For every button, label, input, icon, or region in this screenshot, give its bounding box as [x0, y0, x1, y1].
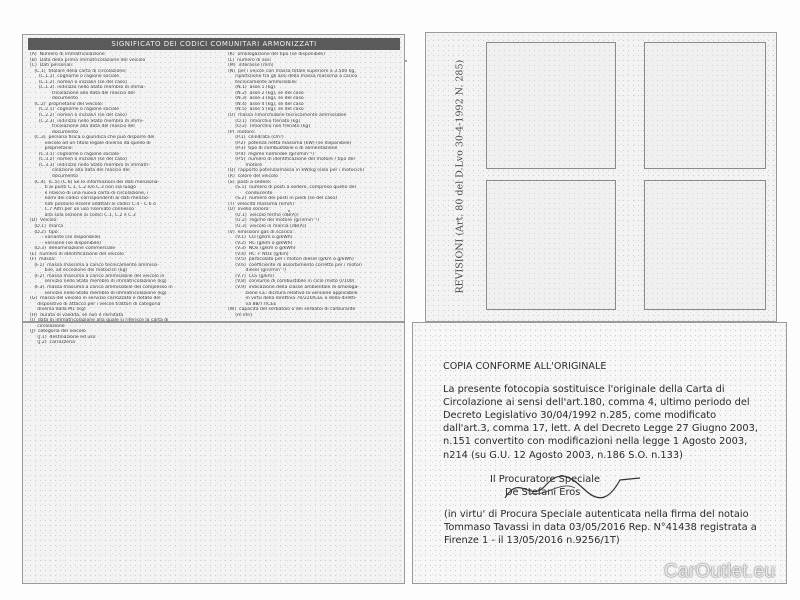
code-line: (N.4) asse 4 (kg), se del caso	[228, 101, 304, 107]
revisions-grid	[486, 42, 766, 310]
code-line: nomi dei codici corrispondenti ai dati menzio-	[30, 196, 150, 202]
code-line: (E) numero di identificazione del veicolo	[30, 251, 124, 257]
code-line: (U.1) veicolo fermo (dB(A))	[228, 212, 299, 218]
code-line: (H) durata di validità, se non è illimitata	[30, 312, 124, 318]
code-line: (N) per i veicoli con massa totale superiore a 3.500 kg,	[228, 68, 356, 74]
code-line: conducente	[228, 190, 273, 196]
code-line: (C.1.1) cognome o ragione sociale	[30, 74, 120, 80]
code-line: (F.2) massa massima a carico ammissibile del veicolo in	[30, 273, 165, 279]
code-line: (C.2) proprietario del veicolo:	[30, 101, 104, 107]
code-line: circolazione	[30, 323, 65, 329]
code-line: (B) Data della prima immatricolazione del veicolo	[30, 57, 146, 63]
code-line: (N.1) asse 1 (kg)	[228, 85, 276, 91]
code-line: documento	[30, 174, 78, 180]
caroutlet-watermark: CarOutlet.eu	[664, 561, 776, 582]
code-line: ripartizione tra gli assi della massa massima a carico	[228, 74, 358, 80]
code-line: (N.5) asse 5 (kg), se del caso	[228, 107, 304, 113]
scan-speck	[405, 60, 407, 62]
revision-box	[644, 180, 766, 310]
revisions-stamp-text: REVISIONI (Art. 80 del D.Lvo 30-4-1992 N. 285)	[454, 59, 466, 294]
code-line: bile, ad eccezione dei motocicli (kg)	[30, 268, 128, 274]
code-line: (J.1) destinazione ed uso	[30, 334, 96, 340]
code-line: (A) Numero di immatricolazione	[30, 52, 105, 57]
code-line: (J) categoria del veicolo	[30, 329, 86, 335]
revision-box	[486, 42, 616, 169]
scan-speck	[288, 210, 290, 212]
code-line: (M) interasse (mm)	[228, 63, 274, 69]
code-line: (F) massa:	[30, 257, 56, 263]
code-line: motore	[228, 162, 263, 168]
code-line: (U.3) veicolo in marcia (dB(A))	[228, 223, 307, 229]
code-line: (U.2) regime del motore (giri/min⁻¹)	[228, 218, 319, 224]
code-line: tecnicamente ammissibile:	[228, 79, 298, 85]
code-line: (C) Dati personali:	[30, 63, 74, 69]
code-line: (G) massa del veicolo in servizio carrozzato e dotato del	[30, 296, 161, 302]
code-line: nati possono essere adattati ai codici C.4 - C.6 o	[30, 201, 156, 207]
code-line: (O.1) rimorchio frenato (kg)	[228, 118, 301, 124]
code-line: (I) data di immatricolazione alla quale si riferisce la carta di	[30, 318, 169, 324]
code-line: ti ai punti C.1, C.2 e/o C.3 non sia luogo	[30, 185, 136, 191]
certification-paragraph: La presente fotocopia sostituisce l'originale della Carta di Circolazione ai sensi dell'art.180, comma 4, ultimo periodo del Decreto Legislativo 30/04/1992 n.285, come modificato dall'art.3, comma 17, lett. A del Decreto Legge 27 Giugno 2003, n.151 convertito con modificazioni nella legge 1 Agosto 2003, n214 (su G.U. 12 Agosto 2003, n.186 S.O. n.133)	[443, 384, 758, 461]
code-line: (V.5) particolato per i motori diesel (g/km o g/kWh)	[228, 257, 354, 263]
blank-panel	[22, 322, 405, 584]
code-line: (T) velocità massima (km/h)	[228, 201, 295, 207]
code-line: tricolazione alla data del rilascio del	[30, 124, 135, 130]
revisions-stamp	[440, 58, 466, 298]
code-line: - versione (se disponibile)	[30, 240, 101, 246]
code-line: (D.3) denominazione commerciale	[30, 246, 116, 252]
code-line: (D.2) tipo:	[30, 229, 60, 235]
code-line: proprietario:	[30, 146, 74, 152]
code-line: (V.6) coefficiente di assorbimento corretto per i motori	[228, 262, 362, 268]
code-line: (P.4) regime nominale (giri/min⁻¹)	[228, 151, 314, 157]
code-line: (N.2) asse 2 (kg), se del caso	[228, 90, 304, 96]
code-line: in virtù della direttiva 70/220/CEE o della diretti-	[228, 296, 357, 302]
code-line: (N.3) asse 3 (kg), se del caso	[228, 96, 304, 102]
code-line: zione CE: dicitura relativa la versione applicabile	[228, 290, 358, 296]
code-line: (O.2) rimorchio non frenato (kg)	[228, 124, 311, 130]
code-line: C.7 Altri per un uso riservato connesso	[30, 207, 134, 213]
signatory-name: De Stefani Eros	[505, 487, 581, 499]
code-line: (S) posti a sedere:	[228, 179, 272, 185]
code-line: (D) Veicolo:	[30, 218, 58, 224]
code-line: diesel (giri/min⁻¹)	[228, 268, 286, 274]
code-line: (P.5) numero di identificazione del motore / tipo del	[228, 157, 355, 163]
code-line: (C.3.2) nome/i o iniziali/i (se del caso)	[30, 157, 127, 163]
code-line: (C.3.3) indirizzo nello Stato membro di immatri-	[30, 162, 151, 168]
code-line: (C.4) (C.5) (C.6) Se le informazioni dei dati menziona-	[30, 179, 160, 185]
certification-text	[443, 360, 763, 462]
code-line: (K) omologazione del tipo (se disponibile)	[228, 52, 325, 57]
code-line: (V.4) HC + NOx (g/km)	[228, 251, 289, 257]
code-line: (J.2) carrozzeria	[30, 340, 75, 346]
code-line: veicolo ad un titolo legale diverso da quello di	[30, 140, 151, 146]
code-line: (C.2.2) nome/i o iniziali/i (se del caso)	[30, 113, 127, 119]
code-line: tricolazione alla data del rilascio del	[30, 90, 135, 96]
code-line: (L) numero di assi	[228, 57, 271, 63]
code-line: (F.3) massa massima a carico ammissibile del complesso in	[30, 284, 173, 290]
code-line: (U) livello sonoro:	[228, 207, 270, 213]
code-line: (P.1) cilindrata (cm³)	[228, 135, 284, 141]
code-line: (m litri)	[228, 312, 253, 318]
code-line: servizio nello Stato membro di immatricolazione (kg)	[30, 290, 167, 296]
code-line: (V.2) HC (g/km o g/kWh)	[228, 240, 293, 246]
code-line: (V.3) NOx (g/km o g/kWh)	[228, 246, 296, 252]
code-line: (W) capacità del serbatoio o dei serbatoi di carburante	[228, 307, 356, 313]
codes-list-right	[228, 52, 398, 318]
code-line: (C.1.2) nome/i o iniziali/i (se del caso)	[30, 79, 127, 85]
code-line: (P) motore:	[228, 129, 256, 135]
code-line: (C.1.3) indirizzo nello Stato membro di imma-	[30, 85, 146, 91]
code-line: (F.1) massa massima a carico tecnicamente ammissi-	[30, 262, 159, 268]
code-line: documento	[30, 96, 78, 102]
code-line: alla sola sezione ai codici C.1, C.2 e C.3	[30, 212, 136, 218]
signature-scribble	[500, 468, 650, 508]
certification-title: COPIA CONFORME ALL'ORIGINALE	[443, 361, 607, 372]
signatory-title: Il Procuratore Speciale	[490, 474, 601, 485]
code-line: (C.3) persona fisica o giuridica che può disporre del	[30, 135, 155, 141]
code-line: (V) emissioni gas di scarico:	[228, 229, 294, 235]
code-line: (V.1) CO (g/km o g/kWh)	[228, 235, 293, 241]
code-line: (V.8) consumo di combustibile in ciclo misto (l/100)	[228, 279, 355, 285]
code-line: (C.1) titolare della carta di circolazione:	[30, 68, 127, 74]
code-line: dispositivo di attacco per i veicoli trattori di categoria	[30, 301, 161, 307]
revision-box	[644, 42, 766, 169]
revision-box	[486, 180, 616, 310]
code-line: - variante (se disponibile)	[30, 235, 101, 241]
codes-header: SIGNIFICATO DEI CODICI COMUNITARI ARMONIZZATI	[28, 38, 400, 50]
code-line: (V.7) CO₂ (g/km)	[228, 273, 275, 279]
code-line: (D.1) marca	[30, 223, 64, 229]
code-line: (P.3) tipo di combustibile o di alimentazione	[228, 146, 338, 152]
code-line: servizio nello Stato membro di immatricolazione (kg)	[30, 279, 167, 285]
code-line: colazione alla data del rilascio del	[30, 168, 130, 174]
notary-note: (in virtu' di Procura Speciale autenticata nella firma del notaio Tommaso Tavassi in data 03/05/2016 Rep. N°41438 registrata a Firenze 1 - il 13/05/2016 n.9256/1T)	[444, 509, 757, 547]
code-line: (S.1) numero di posti a sedere, compreso quello del	[228, 185, 356, 191]
code-line: documento	[30, 129, 78, 135]
code-line: (S.2) numero dei posti in piedi (se del caso)	[228, 196, 338, 202]
code-line: (C.2.1) cognome o ragione sociale	[30, 107, 120, 113]
code-line: (V.9) indicazione della classe ambientale di omologa-	[228, 284, 360, 290]
code-line: (O) massa rimorchiabile tecnicamente ammissibile	[228, 113, 347, 119]
code-line: (P.2) potenza netta massima (kW) (se disponibile)	[228, 140, 352, 146]
code-line: va 88/77/CEE	[228, 301, 277, 307]
code-line: (Q) rapporto potenza/massa in kW/kg (solo per i motocicli)	[228, 168, 365, 174]
code-line: diversa dalla M1 (kg)	[30, 307, 86, 313]
code-line: (C.2.3) indirizzo nello Stato membro di immi-	[30, 118, 144, 124]
codes-list-left	[30, 52, 220, 346]
code-line: (C.3.1) cognome o ragione sociale	[30, 151, 120, 157]
code-line: il rilascio di una nuova carta di circolazione, i	[30, 190, 149, 196]
code-line: (R) colore del veicolo	[228, 174, 278, 180]
